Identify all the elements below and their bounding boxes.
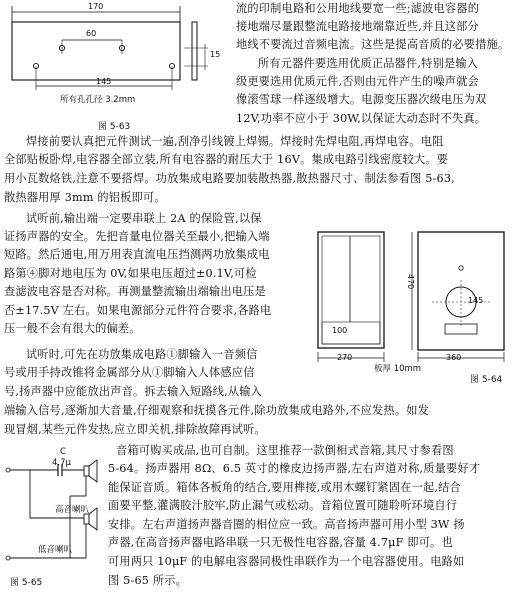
fig63-dim-15: 15 [210,50,221,59]
fig64-caption: 图 5-64 [470,375,503,385]
fig65-capacitor-label: C [60,447,66,457]
fig64-dim-270: 270 [337,353,353,362]
text-line: 安排。左右声道扬声器音圈的相位应一致。高音扬声器可用小型 3W 扬 [108,518,465,531]
text-line: 可用两只 10μF 的电解电容器同极性串联作为一个电容器使用。电路如 [108,555,465,568]
text-line: 否±17.5V 左右。如果电源部分元件符合要求,各路电 [4,304,272,317]
text-line: 声器,在高音扬声器电路串联一只无极性电容器,容量 4.7μF 即可。也 [108,536,453,549]
text-line: 端输入信号,逐渐加大音量,仔细观察和抚摸各元件,除功放集成电路外,不应发热。如发 [4,404,429,417]
fig65-capacitor-value: 4.7μ [52,458,71,468]
text-line: 试听时,可先在功放集成电路①脚输入一音频信 [26,348,258,361]
text-line: 12V,功率不应小于 30W,以保证大动态时不失真。 [236,112,487,125]
text-line: 接地端尽量跟整流电路接地端靠近些,并且这部分 [236,20,479,33]
fig63-dim-170: 170 [88,2,104,11]
text-line: 流的印制电路和公用地线要宽一些;滤波电容器的 [236,2,480,15]
fig63-dim-60: 60 [86,29,97,38]
text-line: 级更要选用优质元件,否则由元件产生的噪声就会 [236,75,479,88]
fig65-caption: 图 5-65 [10,578,43,588]
fig64-dim-145: 145 [468,296,484,305]
text-line: 试听前,输出端一定要串联上 2A 的保险管,以保 [26,212,262,225]
text-line: 用小瓦数烙铁,注意不要搭焊。功放集成电路要加装散热器,散热器尺寸、制法参看图 5-63, [4,172,455,185]
text-line: 地线不要流过音频电流。这些是提高音质的必要措施。 [236,38,510,51]
text-line: 散热器用厚 3mm 的铝板即可。 [4,191,166,204]
text-line: 号,扬声器中应能放出声音。拆去输入短路线,从输入 [4,385,263,398]
fig65-woofer-label: 低音喇叭 [38,545,73,555]
text-line: 现冒烟,某些元件发热,应立即关机,排除故障再试听。 [4,423,266,436]
fig63-hole-note: 所有孔孔径 3.2mm [60,95,136,105]
fig65-tweeter-label: 高音喇叭 [55,505,90,515]
text-line: 音箱可购买成品,也可自制。这里推荐一款倒相式音箱,其尺寸参看图 [116,444,454,457]
text-line: 查滤波电容是否对称。再测量整流输出端输出电压是 [4,285,266,298]
text-line: 图 5-65 所示。 [108,574,187,587]
text-line: 面要平整,灌满胶汁胶牢,防止漏气或松动。音箱位置可随聆听环境自行 [108,499,458,512]
text-line: 能保证音质。箱体各板角的结合,要用榫接,或用木螺钉紧固在一起,结合 [108,481,461,494]
text-line: 5-64。扬声器用 8Ω、6.5 英寸的橡皮边扬声器,左右声道对称,质量要好才 [108,462,481,475]
fig63-dim-145: 145 [96,77,112,86]
fig64-dim-470: 470 [406,274,415,290]
text-line: 压一般不会有很大的偏差。 [4,322,141,335]
fig64-dim-360: 360 [446,353,462,362]
fig64-board-note: 板厚 10mm [374,364,422,374]
text-line: 证扬声器的安全。先把音量电位器关至最小,把输入端 [4,230,270,243]
text-line: 焊接前要认真把元件测试一遍,刮净引线镀上焊锡。焊接时先焊电阻,再焊电容。电阻 [26,135,444,148]
text-line: 所有元器件要选用优质正品器件,特别是输入 [258,57,479,70]
text-line: 短路。然后通电,用万用表直流电压挡测两功放集成电 [4,248,270,261]
text-line: 路第④脚对地电压为 0V,如果电压超过±0.1V,可检 [4,267,257,280]
text-line: 号或用手持改锥将金属部分从①脚输入人体感应信 [4,366,255,379]
fig63-caption: 图 5-63 [98,122,131,132]
text-line: 全部贴板卧焊,电容器全部立装,所有电容器的耐压大于 16V。集成电路引线密度较大。要 [4,153,449,166]
text-line: 像滚雪球一样逐级增大。电源变压器次级电压为双 [236,93,487,106]
fig64-dim-100: 100 [332,326,348,335]
